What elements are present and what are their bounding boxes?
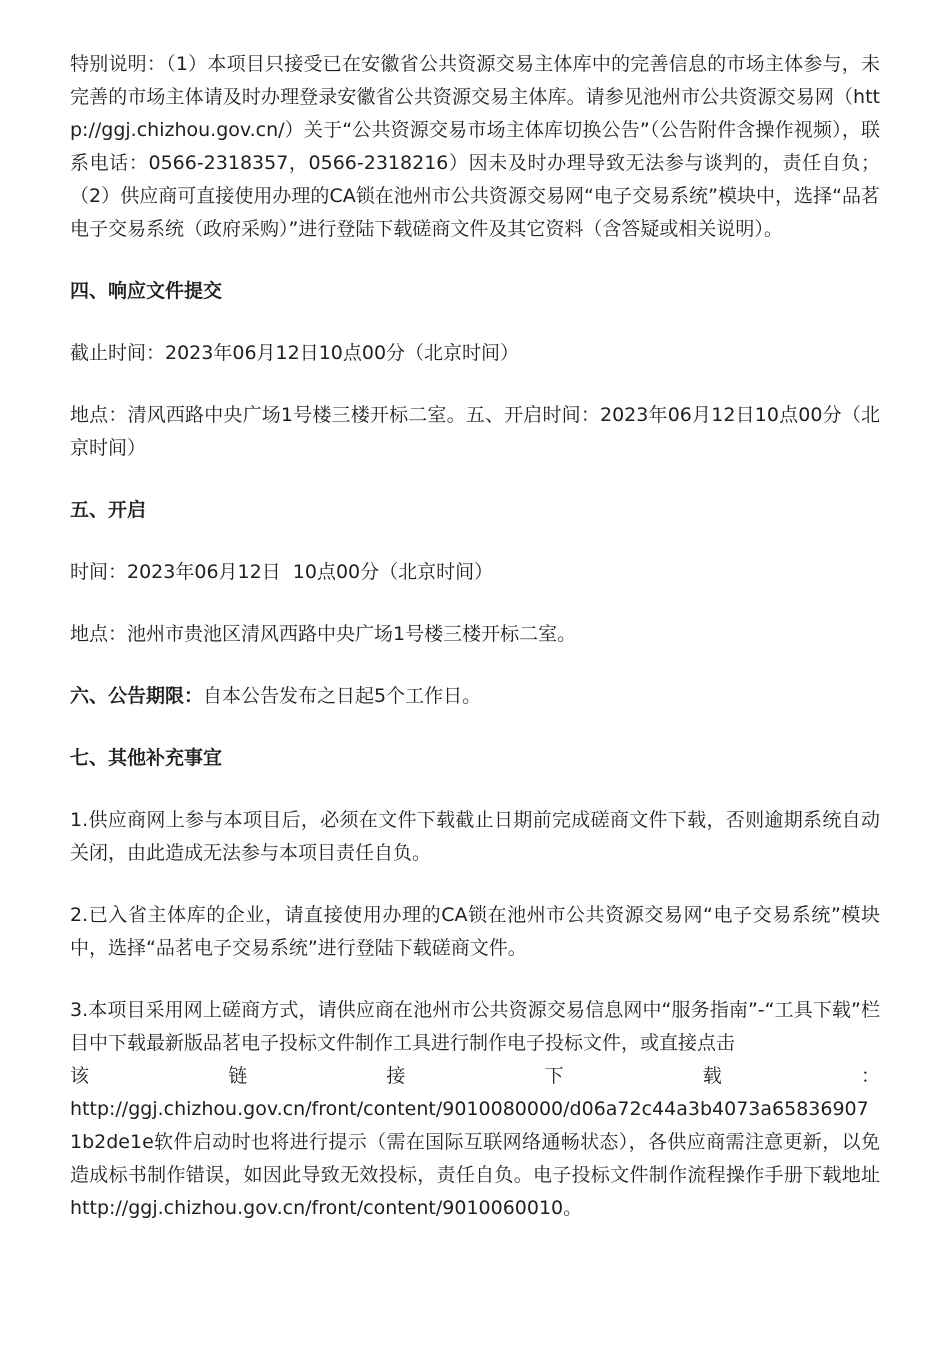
spread-char: 载 [702, 1065, 722, 1087]
spread-char: 接 [386, 1065, 406, 1087]
section-4-location: 地点：清风西路中央广场1号楼三楼开标二室。五、开启时间：2023年06月12日10点00分（北京时间） [70, 404, 880, 459]
spread-char: 下 [544, 1065, 564, 1087]
section-7-item-1: 1.供应商网上参与本项目后，必须在文件下载截止日期前完成磋商文件下载，否则逾期系统自动关闭，由此造成无法参与本项目责任自负。 [70, 809, 880, 864]
section-7-item-3-body [70, 1093, 880, 1225]
section-4-deadline: 截止时间：2023年06月12日10点00分（北京时间） [70, 342, 520, 364]
section-7-heading: 七、其他补充事宜 [70, 747, 223, 769]
section-6-text: 自本公告发布之日起5个工作日。 [203, 685, 482, 707]
spread-char: ： [860, 1065, 880, 1087]
section-5-location: 地点：池州市贵池区清风西路中央广场1号楼三楼开标二室。 [70, 623, 577, 645]
section-6-heading: 六、公告期限： [70, 685, 204, 707]
download-link[interactable]: http://ggj.chizhou.gov.cn/front/content/9010080000/d06a72c44a3b4073a658369071b2de1e [70, 1098, 869, 1153]
section-6 [70, 680, 880, 713]
spread-char: 链 [228, 1065, 248, 1087]
section-7-item-3-spread-line [70, 1060, 880, 1093]
section-4-heading: 四、响应文件提交 [70, 280, 223, 302]
section-7-item-3 [70, 994, 880, 1225]
special-note: 特别说明：（1）本项目只接受已在安徽省公共资源交易主体库中的完善信息的市场主体参与，未完善的市场主体请及时办理登录安徽省公共资源交易主体库。请参见池州市公共资源交易网（http://ggj.chizhou.gov.cn/）关于“公共资源交易市场主体库切换公告”（公告附件含操作视频），联系电话：0566-2318357，0566-2318216）因未及时办理导致无法参与谈判的，责任自负；（2）供应商可直接使用办理的CA锁在池州市公共资源交易网“电子交易系统”模块中，选择“品茗电子交易系统（政府采购）”进行登陆下载磋商文件及其它资料（含答疑或相关说明）。 [70, 53, 880, 240]
section-5-time: 时间：2023年06月12日 10点00分（北京时间） [70, 561, 494, 583]
section-5-heading: 五、开启 [70, 499, 147, 521]
section-7-item-3-rest: 软件启动时也将进行提示（需在国际互联网络通畅状态），各供应商需注意更新，以免造成标书制作错误，如因此导致无效投标，责任自负。电子投标文件制作流程操作手册下载地址http://ggj.chizhou.gov.cn/front/content/9010060010。 [70, 1131, 880, 1219]
section-7-item-3-intro: 3.本项目采用网上磋商方式，请供应商在池州市公共资源交易信息网中“服务指南”-“工具下载”栏目中下载最新版品茗电子投标文件制作工具进行制作电子投标文件，或直接点击 [70, 999, 880, 1054]
spread-char: 该 [70, 1065, 90, 1087]
section-7-item-2: 2.已入省主体库的企业，请直接使用办理的CA锁在池州市公共资源交易网“电子交易系统”模块中，选择“品茗电子交易系统”进行登陆下载磋商文件。 [70, 904, 880, 959]
